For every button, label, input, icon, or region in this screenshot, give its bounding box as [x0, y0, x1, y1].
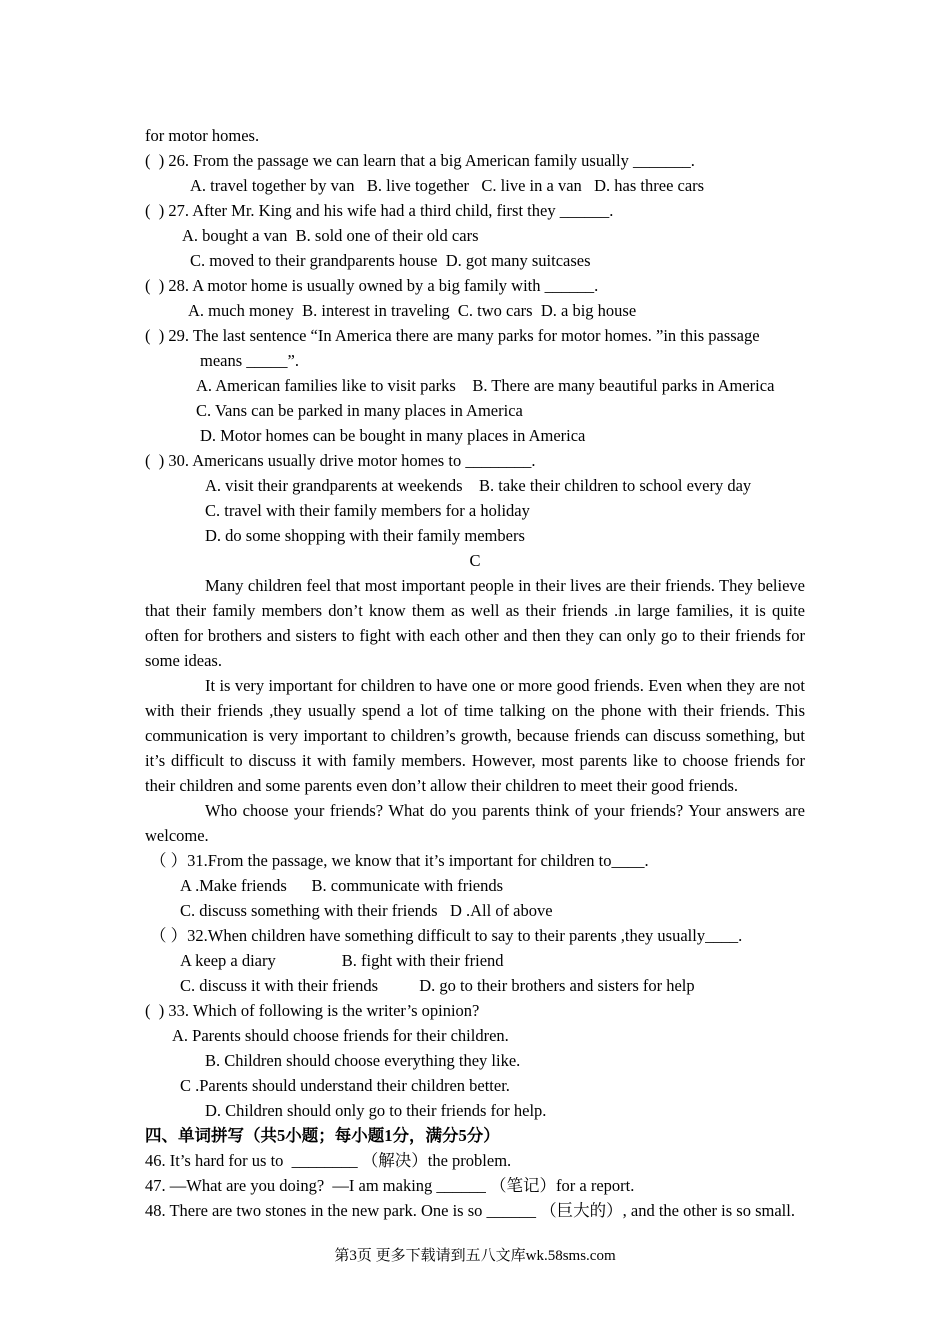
text-line: （ ）31.From the passage, we know that it’s important for children to____.	[150, 851, 649, 870]
text-line: 47. —What are you doing? —I am making ______ （笔记）for a report.	[145, 1176, 635, 1195]
text-line: C. discuss it with their friends D. go to their brothers and sisters for help	[180, 976, 695, 995]
text-line: C. Vans can be parked in many places in America	[196, 401, 523, 420]
text-line: A keep a diary B. fight with their friend	[180, 951, 504, 970]
text-line: D. Children should only go to their friends for help.	[205, 1101, 547, 1120]
text-line: C .Parents should understand their children better.	[180, 1076, 510, 1095]
text-line: D. do some shopping with their family members	[205, 526, 525, 545]
text-line: ( ) 27. After Mr. King and his wife had a third child, first they ______.	[145, 201, 614, 220]
text-line: C	[469, 551, 481, 570]
text-line: Who choose your friends? What do you parents think of your friends? Your answers are welcome.	[145, 801, 805, 845]
text-line: （ ）32.When children have something difficult to say to their parents ,they usually____.	[150, 926, 743, 945]
text-line: ( ) 33. Which of following is the writer’s opinion?	[145, 1001, 480, 1020]
text-line: C. travel with their family members for a holiday	[205, 501, 530, 520]
text-line: 48. There are two stones in the new park. One is so ______ （巨大的）, and the other is so small.	[145, 1201, 795, 1220]
text-line: means _____”.	[200, 351, 299, 370]
page-footer: 第3页 更多下载请到五八文库wk.58sms.com	[334, 1248, 616, 1264]
document-content	[145, 123, 805, 1223]
text-line: It is very important for children to have one or more good friends. Even when they are not with their friends ,they usually spend a lot of time talking on the phone with their friends. This communication is very important to children’s growth, because friends can discuss something, but it’s difficult to discuss it with family members. However, most parents like to choose friends for their children and some parents even don’t allow their children to meet their good friends.	[145, 676, 805, 795]
text-line: ( ) 28. A motor home is usually owned by a big family with ______.	[145, 276, 599, 295]
text-line: A. American families like to visit parks B. There are many beautiful parks in America	[196, 376, 775, 395]
text-line: C. moved to their grandparents house D. got many suitcases	[190, 251, 591, 270]
text-line: A. travel together by van B. live together C. live in a van D. has three cars	[190, 176, 705, 195]
text-line: C. discuss something with their friends D .All of above	[180, 901, 553, 920]
text-line: A. bought a van B. sold one of their old cars	[182, 226, 479, 245]
text-line: 46. It’s hard for us to ________ （解决）the problem.	[145, 1151, 512, 1170]
text-line: A .Make friends B. communicate with friends	[180, 876, 504, 895]
text-line: ( ) 26. From the passage we can learn that a big American family usually _______.	[145, 151, 695, 170]
text-line: ( ) 30. Americans usually drive motor homes to ________.	[145, 451, 536, 470]
text-line: A. visit their grandparents at weekends B. take their children to school every day	[205, 476, 752, 495]
text-line: A. Parents should choose friends for their children.	[172, 1026, 509, 1045]
text-line: ( ) 29. The last sentence “In America there are many parks for motor homes. ”in this passage	[145, 326, 760, 345]
text-line: for motor homes.	[145, 126, 260, 145]
text-line: D. Motor homes can be bought in many places in America	[200, 426, 586, 445]
text-line: Many children feel that most important people in their lives are their friends. They believe that their family members don’t know them as well as their friends .in large families, it is quite often for brothers and sisters to fight with each other and then they can only go to their friends for some ideas.	[145, 576, 805, 670]
text-line: B. Children should choose everything they like.	[205, 1051, 521, 1070]
section-heading: 四、单词拼写（共5小题；每小题1分，满分5分）	[145, 1126, 500, 1145]
text-line: A. much money B. interest in traveling C. two cars D. a big house	[188, 301, 637, 320]
